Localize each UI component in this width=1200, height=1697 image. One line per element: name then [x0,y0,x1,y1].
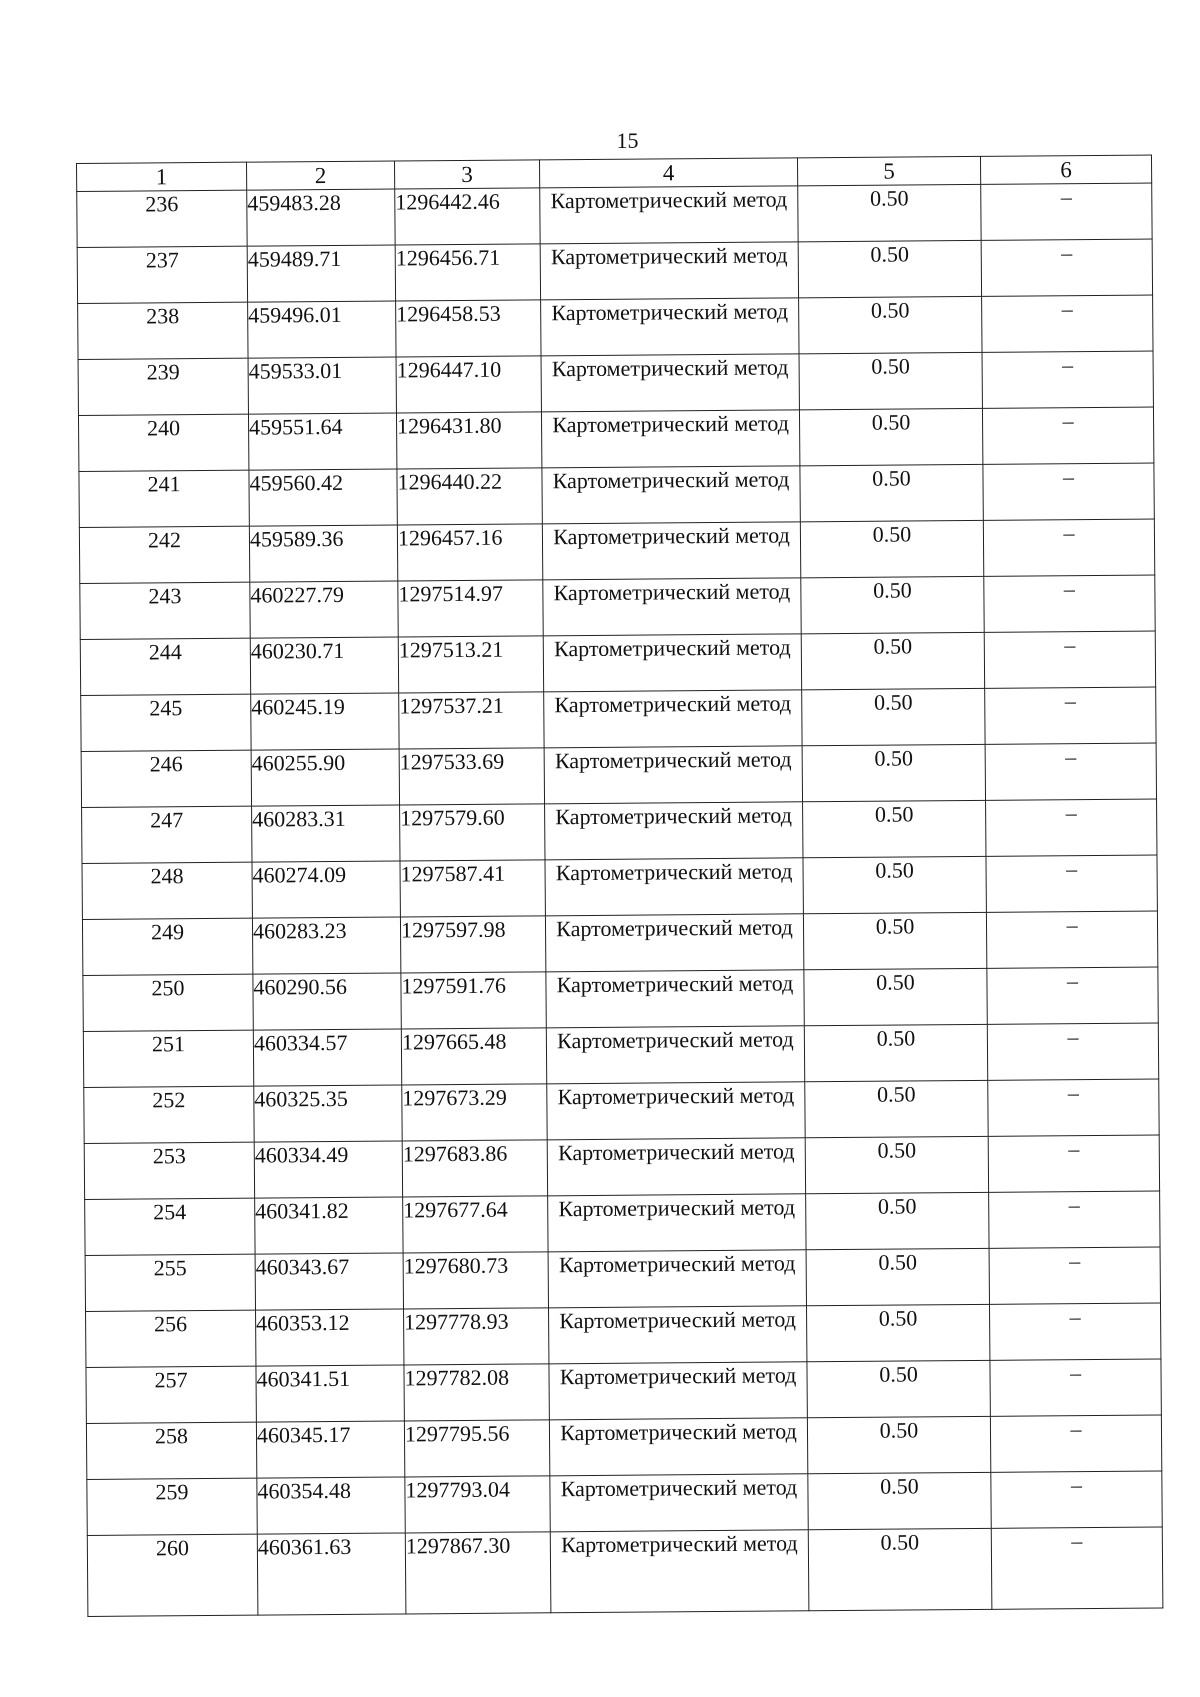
y-coordinate-cell: 1297587.41 [400,860,545,917]
note-cell: – [986,911,1157,968]
x-coordinate-cell: 460283.31 [252,805,400,862]
note-cell: – [983,519,1154,576]
x-coordinate-cell: 460230.71 [250,637,398,694]
y-coordinate-cell: 1297513.21 [398,636,543,693]
point-number-cell: 242 [79,526,249,583]
table-row [79,519,1154,583]
method-cell: Картометрический метод [543,634,801,692]
note-cell: – [982,407,1153,464]
x-coordinate-cell: 460325.35 [254,1085,402,1142]
x-coordinate-cell: 459483.28 [247,189,395,246]
table-row [83,967,1158,1031]
method-cell: Картометрический метод [541,354,799,412]
note-cell: – [991,1527,1163,1609]
note-cell: – [987,967,1158,1024]
method-cell: Картометрический метод [550,1530,809,1613]
accuracy-cell: 0.50 [806,1304,989,1361]
x-coordinate-cell: 459551.64 [248,413,396,470]
x-coordinate-cell: 460334.49 [254,1141,402,1198]
accuracy-cell: 0.50 [805,1136,988,1193]
method-cell: Картометрический метод [547,1082,805,1140]
note-cell: – [987,1023,1158,1080]
y-coordinate-cell: 1297579.60 [400,804,545,861]
table-row [82,911,1157,975]
y-coordinate-cell: 1297680.73 [403,1252,548,1309]
table-row [77,183,1152,247]
table-row [82,799,1157,863]
accuracy-cell: 0.50 [808,1528,992,1610]
table-row [86,1303,1161,1367]
x-coordinate-cell: 460361.63 [257,1533,406,1615]
point-number-cell: 240 [78,414,248,471]
point-number-cell: 248 [82,862,252,919]
note-cell: – [989,1191,1160,1248]
point-number-cell: 258 [86,1422,256,1479]
note-cell: – [985,687,1156,744]
method-cell: Картометрический метод [549,1418,807,1476]
point-number-cell: 245 [81,694,251,751]
method-cell: Картометрический метод [540,242,798,300]
column-header-1: 1 [77,162,247,191]
x-coordinate-cell: 460245.19 [251,693,399,750]
method-cell: Картометрический метод [545,914,803,972]
accuracy-cell: 0.50 [801,576,984,633]
table-row [87,1527,1163,1616]
accuracy-cell: 0.50 [799,408,982,465]
accuracy-cell: 0.50 [798,184,981,241]
method-cell: Картометрический метод [549,1362,807,1420]
point-number-cell: 244 [80,638,250,695]
method-cell: Картометрический метод [545,858,803,916]
table-row [87,1471,1162,1535]
method-cell: Картометрический метод [545,802,803,860]
y-coordinate-cell: 1296456.71 [395,244,540,301]
table-row [86,1359,1161,1423]
table-row [81,687,1156,751]
column-header-2: 2 [246,161,394,190]
x-coordinate-cell: 460354.48 [257,1477,405,1534]
x-coordinate-cell: 460334.57 [253,1029,401,1086]
point-number-cell: 239 [78,358,248,415]
method-cell: Картометрический метод [541,410,799,468]
column-header-4: 4 [539,158,797,188]
y-coordinate-cell: 1296442.46 [395,188,540,245]
note-cell: – [990,1359,1161,1416]
point-number-cell: 255 [85,1254,255,1311]
note-cell: – [986,855,1157,912]
accuracy-cell: 0.50 [806,1248,989,1305]
x-coordinate-cell: 460227.79 [250,581,398,638]
column-header-5: 5 [797,156,980,185]
table-row [81,743,1156,807]
note-cell: – [984,631,1155,688]
table-row [80,631,1155,695]
y-coordinate-cell: 1297533.69 [399,748,544,805]
note-cell: – [984,575,1155,632]
table-row [84,1135,1159,1199]
y-coordinate-cell: 1296457.16 [397,524,542,581]
accuracy-cell: 0.50 [807,1416,990,1473]
y-coordinate-cell: 1297677.64 [403,1196,548,1253]
page-number: 15 [616,128,639,153]
x-coordinate-cell: 460283.23 [252,917,400,974]
table-row [83,1023,1158,1087]
accuracy-cell: 0.50 [799,296,982,353]
column-header-3: 3 [394,160,539,189]
y-coordinate-cell: 1297665.48 [401,1028,546,1085]
x-coordinate-cell: 460274.09 [252,861,400,918]
table-row [78,295,1153,359]
point-number-cell: 253 [84,1142,254,1199]
y-coordinate-cell: 1297597.98 [400,916,545,973]
x-coordinate-cell: 459589.36 [249,525,397,582]
y-coordinate-cell: 1297683.86 [402,1140,547,1197]
note-cell: – [982,295,1153,352]
point-number-cell: 249 [82,918,252,975]
table-row [78,351,1153,415]
column-header-6: 6 [980,155,1151,184]
x-coordinate-cell: 459496.01 [248,301,396,358]
note-cell: – [983,463,1154,520]
point-number-cell: 257 [86,1366,256,1423]
x-coordinate-cell: 460290.56 [253,973,401,1030]
point-number-cell: 237 [77,246,247,303]
y-coordinate-cell: 1297782.08 [404,1364,549,1421]
method-cell: Картометрический метод [549,1306,807,1364]
method-cell: Картометрический метод [546,1026,804,1084]
y-coordinate-cell: 1296458.53 [396,300,541,357]
method-cell: Картометрический метод [547,1138,805,1196]
table-row [86,1415,1161,1479]
y-coordinate-cell: 1297778.93 [404,1308,549,1365]
accuracy-cell: 0.50 [801,632,984,689]
method-cell: Картометрический метод [540,186,798,244]
accuracy-cell: 0.50 [804,1024,987,1081]
note-cell: – [986,799,1157,856]
y-coordinate-cell: 1296431.80 [396,412,541,469]
y-coordinate-cell: 1297537.21 [399,692,544,749]
x-coordinate-cell: 460345.17 [256,1421,404,1478]
table-row [85,1191,1160,1255]
table-body [77,183,1163,1616]
y-coordinate-cell: 1296447.10 [396,356,541,413]
table-row [77,239,1152,303]
accuracy-cell: 0.50 [802,744,985,801]
point-number-cell: 254 [85,1198,255,1255]
y-coordinate-cell: 1297867.30 [405,1532,551,1614]
x-coordinate-cell: 460341.51 [256,1365,404,1422]
y-coordinate-cell: 1297591.76 [401,972,546,1029]
x-coordinate-cell: 460343.67 [255,1253,403,1310]
point-number-cell: 243 [80,582,250,639]
table-row [84,1079,1159,1143]
accuracy-cell: 0.50 [803,912,986,969]
point-number-cell: 241 [79,470,249,527]
point-number-cell: 238 [78,302,248,359]
method-cell: Картометрический метод [542,522,800,580]
accuracy-cell: 0.50 [803,856,986,913]
accuracy-cell: 0.50 [802,688,985,745]
accuracy-cell: 0.50 [804,968,987,1025]
y-coordinate-cell: 1297793.04 [405,1476,550,1533]
accuracy-cell: 0.50 [798,240,981,297]
accuracy-cell: 0.50 [808,1472,991,1529]
table-row [79,463,1154,527]
point-number-cell: 250 [83,974,253,1031]
method-cell: Картометрический метод [542,466,800,524]
note-cell: – [989,1247,1160,1304]
table-row [85,1247,1160,1311]
x-coordinate-cell: 460353.12 [256,1309,404,1366]
x-coordinate-cell: 460341.82 [255,1197,403,1254]
note-cell: – [988,1135,1159,1192]
accuracy-cell: 0.50 [806,1192,989,1249]
accuracy-cell: 0.50 [805,1080,988,1137]
x-coordinate-cell: 460255.90 [251,749,399,806]
method-cell: Картометрический метод [543,578,801,636]
point-number-cell: 256 [86,1310,256,1367]
method-cell: Картометрический метод [550,1474,808,1532]
point-number-cell: 246 [81,750,251,807]
coordinates-table [76,155,1163,1617]
point-number-cell: 251 [83,1030,253,1087]
point-number-cell: 259 [87,1478,257,1535]
note-cell: – [985,743,1156,800]
note-cell: – [989,1303,1160,1360]
x-coordinate-cell: 459489.71 [247,245,395,302]
y-coordinate-cell: 1297673.29 [402,1084,547,1141]
point-number-cell: 236 [77,190,247,247]
note-cell: – [990,1415,1161,1472]
note-cell: – [981,239,1152,296]
point-number-cell: 252 [84,1086,254,1143]
table-row [80,575,1155,639]
x-coordinate-cell: 459560.42 [249,469,397,526]
note-cell: – [982,351,1153,408]
method-cell: Картометрический метод [544,746,802,804]
accuracy-cell: 0.50 [799,352,982,409]
note-cell: – [991,1471,1162,1528]
method-cell: Картометрический метод [544,690,802,748]
accuracy-cell: 0.50 [807,1360,990,1417]
table-row [78,407,1153,471]
note-cell: – [988,1079,1159,1136]
point-number-cell: 260 [87,1534,258,1616]
method-cell: Картометрический метод [546,970,804,1028]
method-cell: Картометрический метод [548,1250,806,1308]
point-number-cell: 247 [82,806,252,863]
accuracy-cell: 0.50 [800,464,983,521]
method-cell: Картометрический метод [548,1194,806,1252]
y-coordinate-cell: 1296440.22 [397,468,542,525]
method-cell: Картометрический метод [541,298,799,356]
y-coordinate-cell: 1297514.97 [398,580,543,637]
note-cell: – [981,183,1152,240]
table-row [82,855,1157,919]
y-coordinate-cell: 1297795.56 [404,1420,549,1477]
x-coordinate-cell: 459533.01 [248,357,396,414]
accuracy-cell: 0.50 [803,800,986,857]
accuracy-cell: 0.50 [800,520,983,577]
